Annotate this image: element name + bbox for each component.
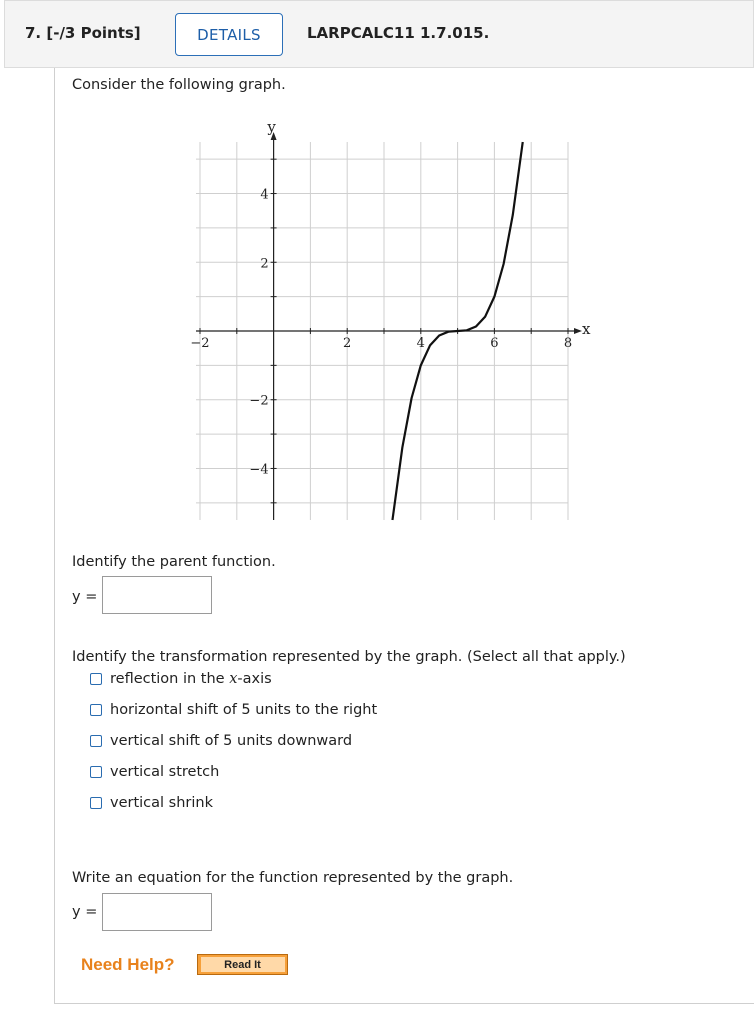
y-axis-label: y xyxy=(267,118,276,136)
equation-input[interactable] xyxy=(102,893,212,931)
transformation-option[interactable] xyxy=(90,795,213,811)
cubic-graph xyxy=(180,112,600,524)
y-tick-label: −4 xyxy=(249,462,269,478)
part2-question: Identify the transformation represented by the graph. (Select all that apply.) xyxy=(72,649,626,665)
transformation-option[interactable] xyxy=(90,733,352,749)
option-checkbox[interactable] xyxy=(90,704,102,716)
option-label-suffix: -axis xyxy=(237,671,272,687)
x-axis-label: x xyxy=(582,320,591,338)
y-tick-label: 2 xyxy=(260,256,269,272)
part3-label xyxy=(72,904,97,920)
y-tick-label: 4 xyxy=(260,187,269,203)
option-label-text: vertical shrink xyxy=(110,795,213,811)
read-it-button[interactable] xyxy=(197,954,288,975)
option-label-text: vertical shift of 5 units downward xyxy=(110,733,353,749)
part3-question: Write an equation for the function represented by the graph. xyxy=(72,870,514,886)
option-checkbox[interactable] xyxy=(90,735,102,747)
x-axis-arrow xyxy=(574,328,582,334)
option-label xyxy=(110,733,352,749)
option-label-text: horizontal shift of 5 units to the right xyxy=(110,702,378,718)
option-label-variable: x xyxy=(229,671,238,687)
option-label xyxy=(110,671,272,687)
x-tick-label: 8 xyxy=(563,336,573,351)
transformation-option[interactable] xyxy=(90,702,377,718)
option-label xyxy=(110,795,213,811)
transformation-option[interactable] xyxy=(90,764,219,780)
option-label xyxy=(110,702,377,718)
x-tick-label: 2 xyxy=(343,336,352,351)
parent-function-input[interactable] xyxy=(102,576,212,614)
transformation-option[interactable] xyxy=(90,671,272,687)
part1-label-text: y = xyxy=(72,589,98,605)
question-number: 7. [-/3 Points] xyxy=(25,24,141,42)
option-label xyxy=(110,764,219,780)
question-header xyxy=(4,0,754,68)
read-it-label: Read It xyxy=(201,957,285,972)
x-tick-label: 4 xyxy=(416,336,425,351)
question-id: LARPCALC11 1.7.015. xyxy=(307,24,490,42)
option-checkbox[interactable] xyxy=(90,766,102,778)
y-tick-label: −2 xyxy=(249,393,269,409)
x-tick-label: −2 xyxy=(190,336,210,351)
option-checkbox[interactable] xyxy=(90,673,102,685)
part3-label-text: y = xyxy=(72,904,98,920)
x-tick-label: 6 xyxy=(490,336,499,351)
option-label-text: vertical stretch xyxy=(110,764,220,780)
part1-question: Identify the parent function. xyxy=(72,554,276,570)
option-checkbox[interactable] xyxy=(90,797,102,809)
prompt-text: Consider the following graph. xyxy=(72,77,286,93)
details-button[interactable]: DETAILS xyxy=(175,13,283,56)
part1-label xyxy=(72,589,97,605)
need-help-label: Need Help? xyxy=(81,955,175,974)
option-label-text: reflection in the xyxy=(110,671,230,687)
